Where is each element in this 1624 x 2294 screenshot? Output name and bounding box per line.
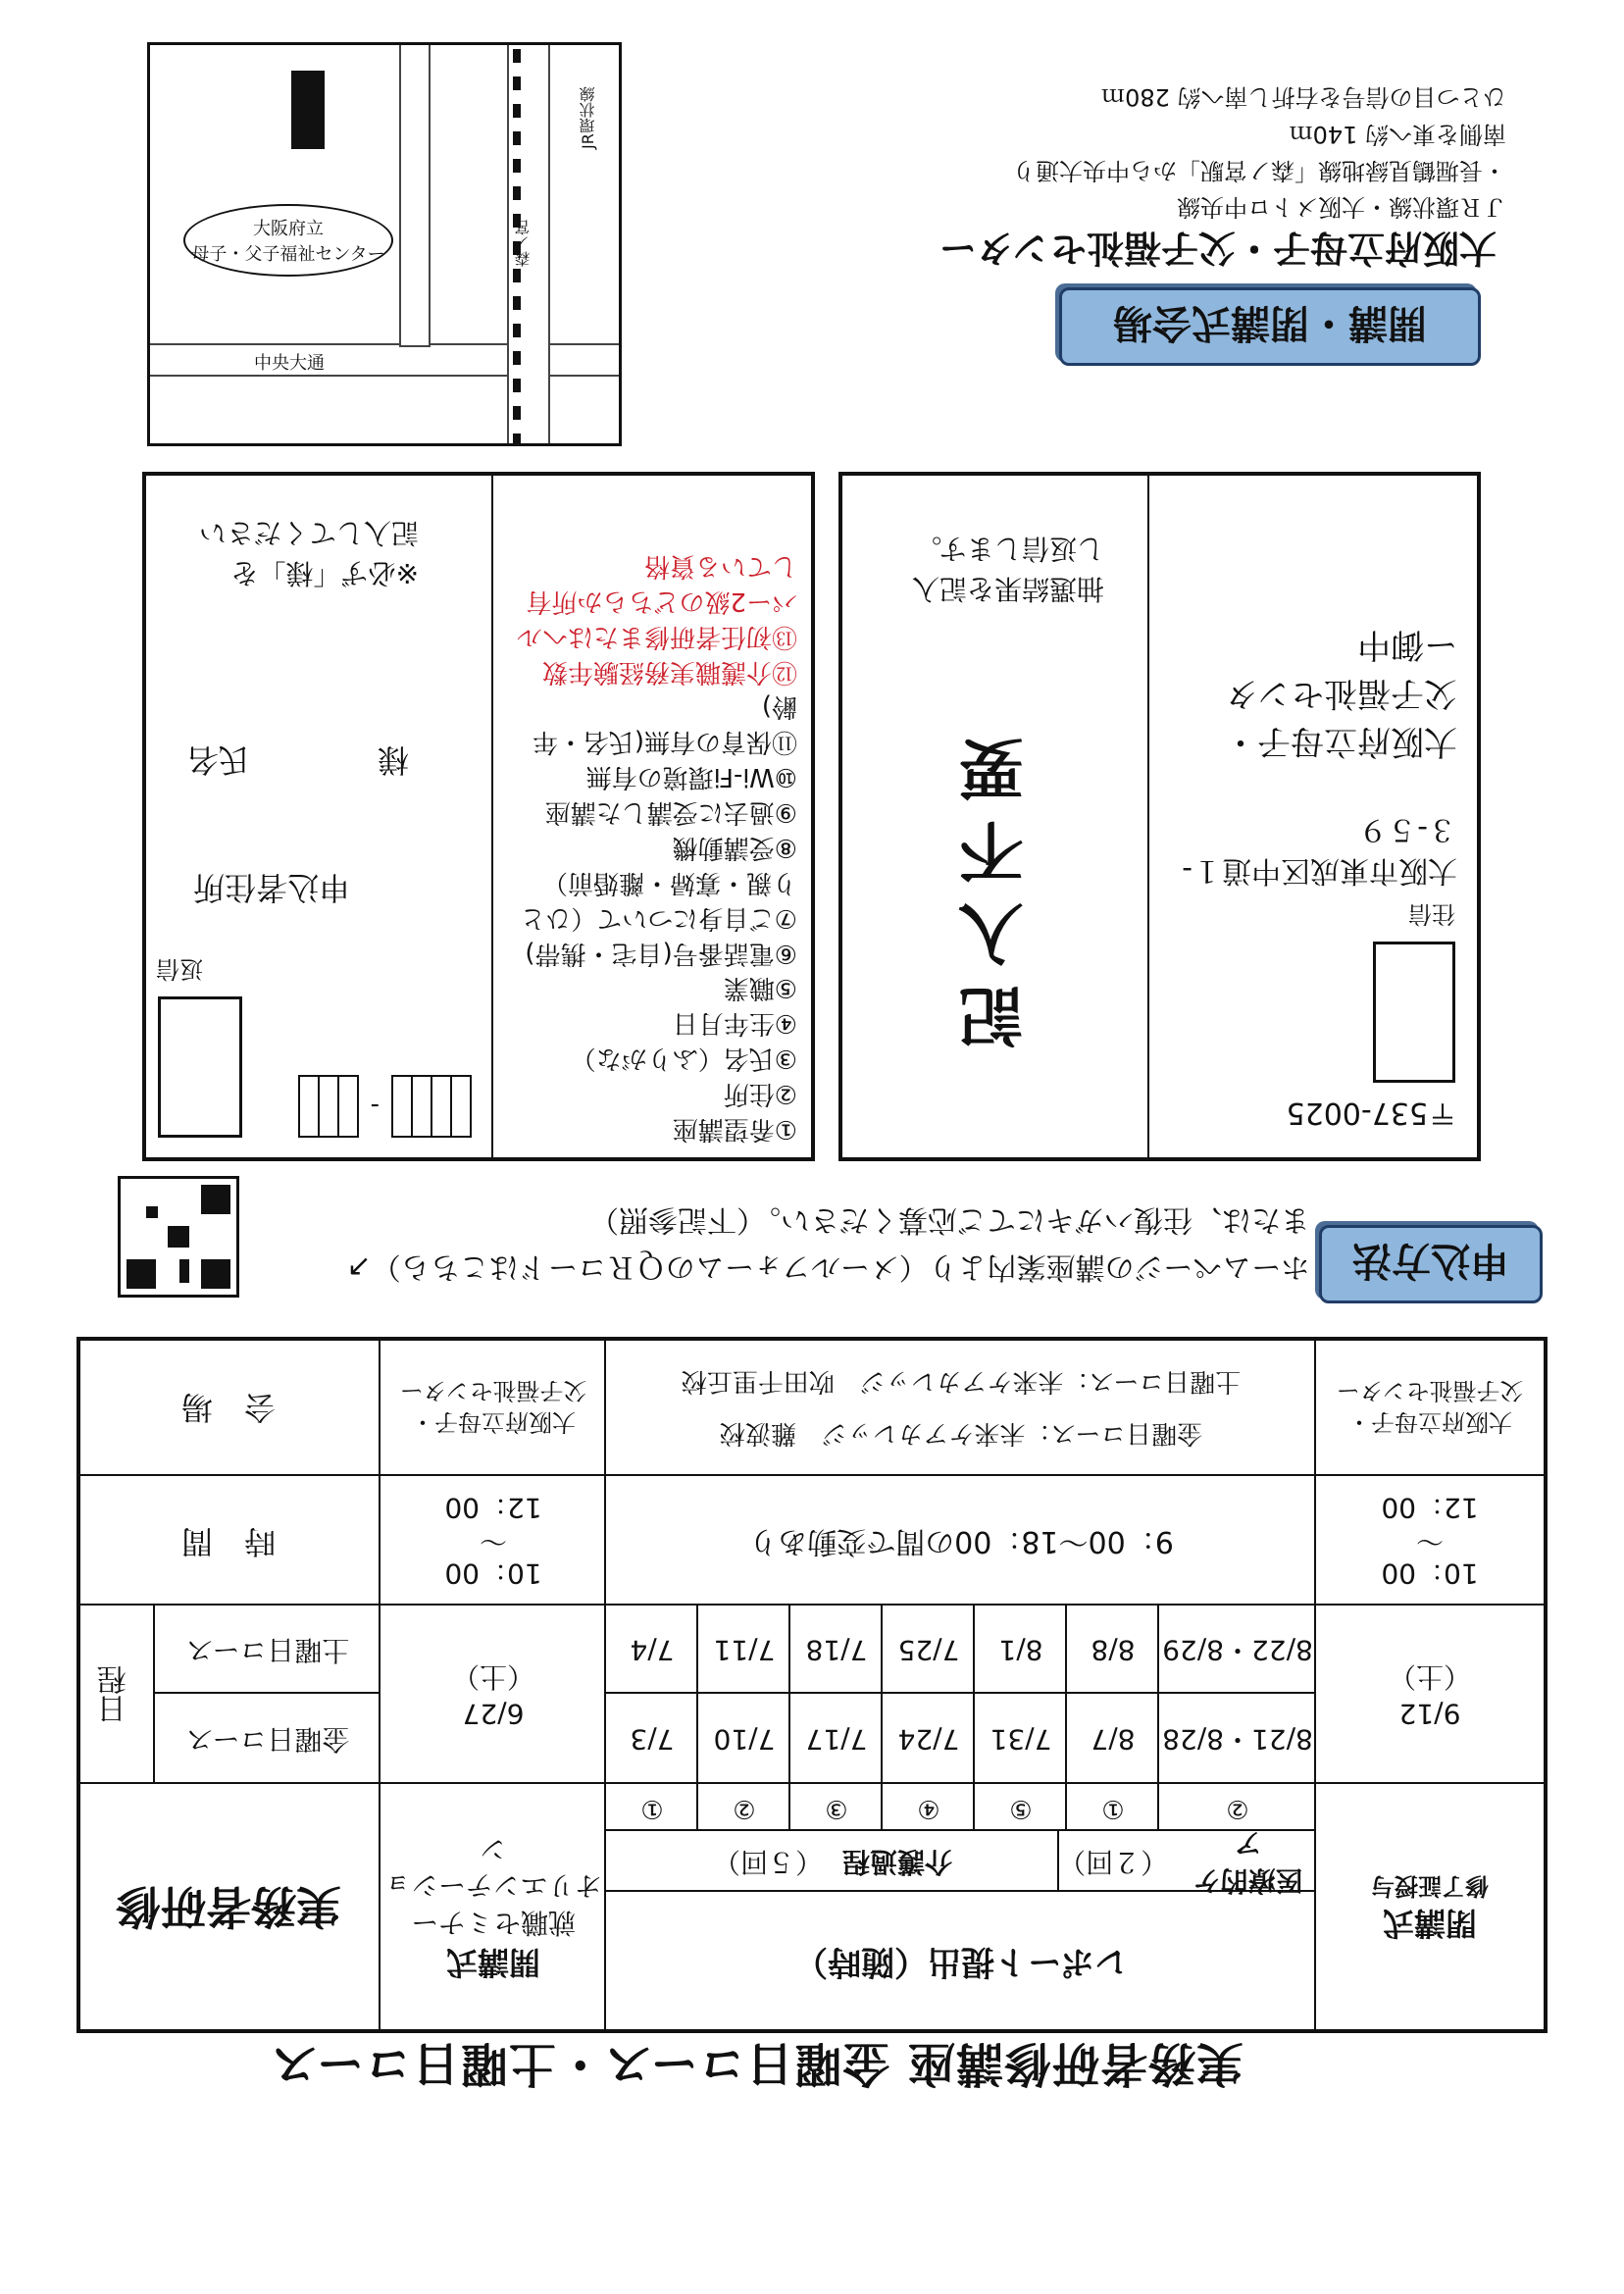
name-label: 氏名	[186, 741, 250, 779]
sama-note-2: 記入してください	[198, 517, 419, 550]
qr-code-icon[interactable]	[118, 1176, 239, 1298]
fri-venue: 金曜日コース：未来ケアカレッジ 難波校	[719, 1418, 1203, 1449]
map-road-label: 中央大通	[254, 353, 325, 374]
reply-item: ②住所	[723, 1079, 797, 1109]
sat-date-cell: 7/11	[696, 1606, 790, 1694]
return-address	[1182, 808, 1457, 891]
session-number: ②	[1157, 1784, 1316, 1831]
orientation-line-1: 就職セミナー	[411, 1907, 577, 1940]
map-main-road	[147, 343, 622, 377]
sat-course-label: 土曜日コース	[185, 1633, 350, 1666]
closing-time-start: 10：00	[1381, 1557, 1479, 1591]
reply-item: ①希望講座	[672, 1114, 797, 1144]
venue-access	[1012, 78, 1506, 225]
medical-care-count: （２回）	[1058, 1845, 1169, 1878]
session-number: ②	[696, 1784, 790, 1831]
reply-item: ⑨過去に受講した講座	[544, 797, 797, 828]
postal-code: 〒537-0025	[1286, 1096, 1457, 1130]
sat-date-cell: 8/1	[973, 1606, 1067, 1694]
reply-item-red: ⑫介護職実務経験年数	[541, 656, 797, 687]
fri-date-cell: 7/10	[696, 1694, 790, 1784]
nursing-process-count: （５回）	[712, 1845, 823, 1878]
access-line: ＪＲ環状線・大阪メトロ中央線	[1177, 193, 1506, 221]
session-number: ⑤	[973, 1784, 1067, 1831]
apply-line-2: または、往復ハガキにてご応募ください。（下記参照）	[589, 1202, 1310, 1237]
session-number: ①	[1065, 1784, 1159, 1831]
access-map[interactable]	[147, 42, 622, 446]
apply-line-1: ホームページの講座案内より（メールフォームのＱＲコードはこちら）↗	[346, 1249, 1310, 1284]
orientation-venue-2: 父子福祉センター	[399, 1377, 587, 1404]
postal-box-group-2	[298, 1075, 359, 1138]
postal-box-group-1	[391, 1075, 472, 1138]
sat-dates-row	[606, 1606, 1316, 1694]
map-venue-label-2: 母子・父子福祉センター	[191, 244, 385, 265]
reply-postcard	[142, 472, 815, 1161]
orientation-line-2: オリエンテーション	[383, 1832, 603, 1903]
class-venue-cell	[606, 1337, 1316, 1476]
closing-sub: 修了証授与	[1371, 1871, 1489, 1900]
fri-date-cell: 8/7	[1065, 1694, 1159, 1784]
access-line: 南側を東へ約 140ｍ	[1289, 120, 1506, 148]
apply-badge: 申込方法	[1319, 1225, 1543, 1303]
sat-date-cell: 7/4	[630, 1633, 675, 1666]
reply-label: 返信	[156, 955, 203, 983]
orientation-venue-1: 大阪府立母子・	[411, 1408, 576, 1437]
fri-date-cell: 7/3	[630, 1722, 675, 1756]
reply-item-red: ⑬初任者研修またはヘルパー2級のどちらか所有している資格	[516, 551, 797, 651]
closing-venue-cell	[1316, 1337, 1544, 1476]
time-header: 時 間	[181, 1522, 277, 1560]
access-line: ・長堀鶴見緑地線「森ノ宮駅」から中央大通り	[1012, 156, 1506, 184]
date-header: 日程	[97, 1665, 132, 1724]
stamp-box	[158, 996, 242, 1138]
closing-date: 9/12	[1398, 1697, 1461, 1730]
return-address-2: ３-５９	[1358, 812, 1457, 846]
sat-date-cell: 8/8	[1065, 1606, 1159, 1694]
sama-note	[199, 513, 419, 592]
map-road-vertical	[399, 42, 431, 347]
closing-date-cell	[1316, 1606, 1544, 1784]
medical-care-cell	[1058, 1827, 1316, 1897]
venue-badge: 開講・閉講式会場	[1059, 287, 1481, 366]
stamp-box	[1373, 942, 1455, 1083]
session-number-row	[606, 1784, 1316, 1831]
sat-date-cell: 7/18	[788, 1606, 883, 1694]
return-recipient-3: ー御中	[1357, 625, 1457, 665]
map-venue-label	[183, 204, 393, 277]
postal-code-boxes: -	[298, 1075, 472, 1138]
closing-cell	[1316, 1784, 1544, 2029]
reply-items	[503, 547, 797, 1146]
send-label: 往信	[1408, 900, 1455, 928]
fri-dates-row	[606, 1694, 1316, 1784]
nursing-process-label: 介護過程	[842, 1845, 953, 1878]
orientation-day: （土）	[452, 1660, 535, 1693]
closing-time-sep: ～	[1416, 1524, 1445, 1557]
medical-care-label: 医療的ケア	[1193, 1827, 1303, 1897]
report-label: レポート提出（随時）	[794, 1941, 1128, 1981]
return-recipient-1: 大阪府立母子・	[1224, 722, 1457, 761]
orientation-date: 6/27	[462, 1697, 525, 1730]
sama-label: 様	[377, 741, 409, 779]
orientation-header: 開講式	[446, 1944, 541, 1982]
map-venue-building	[291, 71, 325, 149]
address-label: 申込者住所	[192, 869, 350, 906]
venue-header: 会 場	[181, 1388, 277, 1426]
orientation-venue-cell	[381, 1337, 606, 1476]
session-number: ③	[788, 1784, 883, 1831]
fri-date-cell: 7/17	[788, 1694, 883, 1784]
reply-item: ③氏名（ふりがな）	[570, 1044, 797, 1074]
reply-item: ⑦ご自身について（ひとり親・寡婦・離婚前）	[520, 867, 797, 933]
closing-venue-2: 父子福祉センター	[1336, 1377, 1524, 1404]
nursing-process-cell	[606, 1831, 1059, 1892]
closing-day: （土）	[1389, 1660, 1472, 1693]
reply-item: ⑤職業	[723, 973, 797, 1003]
fri-date-cell: 7/24	[881, 1694, 975, 1784]
no-entry-label: 記入不要	[959, 720, 1035, 1049]
reply-item: ⑪保育の有無(氏名・年齢)	[532, 691, 797, 757]
orientation-date-cell	[381, 1606, 606, 1784]
result-text	[912, 529, 1104, 608]
sat-date-cell: 8/22・8/29	[1157, 1606, 1316, 1694]
schedule-table	[76, 1337, 1548, 2033]
session-number: ④	[881, 1784, 975, 1831]
reply-item: ⑧受講動機	[672, 833, 797, 862]
return-recipient-2: 父子福祉センタ	[1225, 673, 1457, 713]
page-title: 実務者研修講座 金曜日コース・土曜日コース	[270, 2036, 1243, 2091]
fri-date-cell: 8/21・8/28	[1157, 1694, 1316, 1784]
return-postcard	[838, 472, 1481, 1161]
reply-item: ④生年月日	[672, 1008, 797, 1039]
return-address-1: 大阪市東成区中道１-	[1182, 853, 1457, 888]
orientation-time-cell	[381, 1476, 606, 1606]
result-text-2: し返信します。	[914, 533, 1104, 566]
map-venue-label-1: 大阪府立	[253, 219, 324, 239]
closing-time-end: 12：00	[1381, 1492, 1479, 1525]
orientation-time-end: 12：00	[444, 1492, 542, 1525]
orientation-time-sep: ～	[480, 1524, 508, 1557]
fri-date-cell: 7/31	[973, 1694, 1067, 1784]
session-number: ①	[640, 1793, 664, 1823]
name-row	[187, 739, 409, 785]
sat-venue: 土曜日コース：未来ケアカレッジ 吹田千里丘校	[681, 1366, 1242, 1396]
reply-item: ⑥電話番号(自宅・携帯)	[525, 938, 797, 968]
sat-date-cell: 7/25	[881, 1606, 975, 1694]
course-name: 実務者研修	[116, 1880, 341, 1934]
map-station-label: 森ノ宮	[514, 220, 533, 267]
venue-name: 大阪府立母子・父子福祉センター	[939, 227, 1497, 270]
closing-label: 閉講式	[1383, 1904, 1478, 1942]
orientation-cell	[381, 1784, 606, 2029]
fri-course-label: 金曜日コース	[185, 1722, 350, 1756]
access-line: ひとつ目の信号を右折し南へ約 280ｍ	[1101, 83, 1506, 112]
closing-venue-1: 大阪府立母子・	[1347, 1408, 1512, 1437]
closing-time-cell	[1316, 1476, 1544, 1606]
result-text-1: 抽選結果を記入	[911, 573, 1104, 605]
class-time: 9：00～18：00の間で変動あり	[748, 1524, 1174, 1559]
map-line-label: JR環状線	[579, 86, 597, 149]
sama-note-1: ※必ず「様」を	[230, 557, 419, 589]
return-recipient	[1224, 620, 1457, 765]
orientation-time-start: 10：00	[444, 1557, 542, 1591]
reply-item: ⑩Wi-Fi環境の有無	[585, 762, 797, 792]
